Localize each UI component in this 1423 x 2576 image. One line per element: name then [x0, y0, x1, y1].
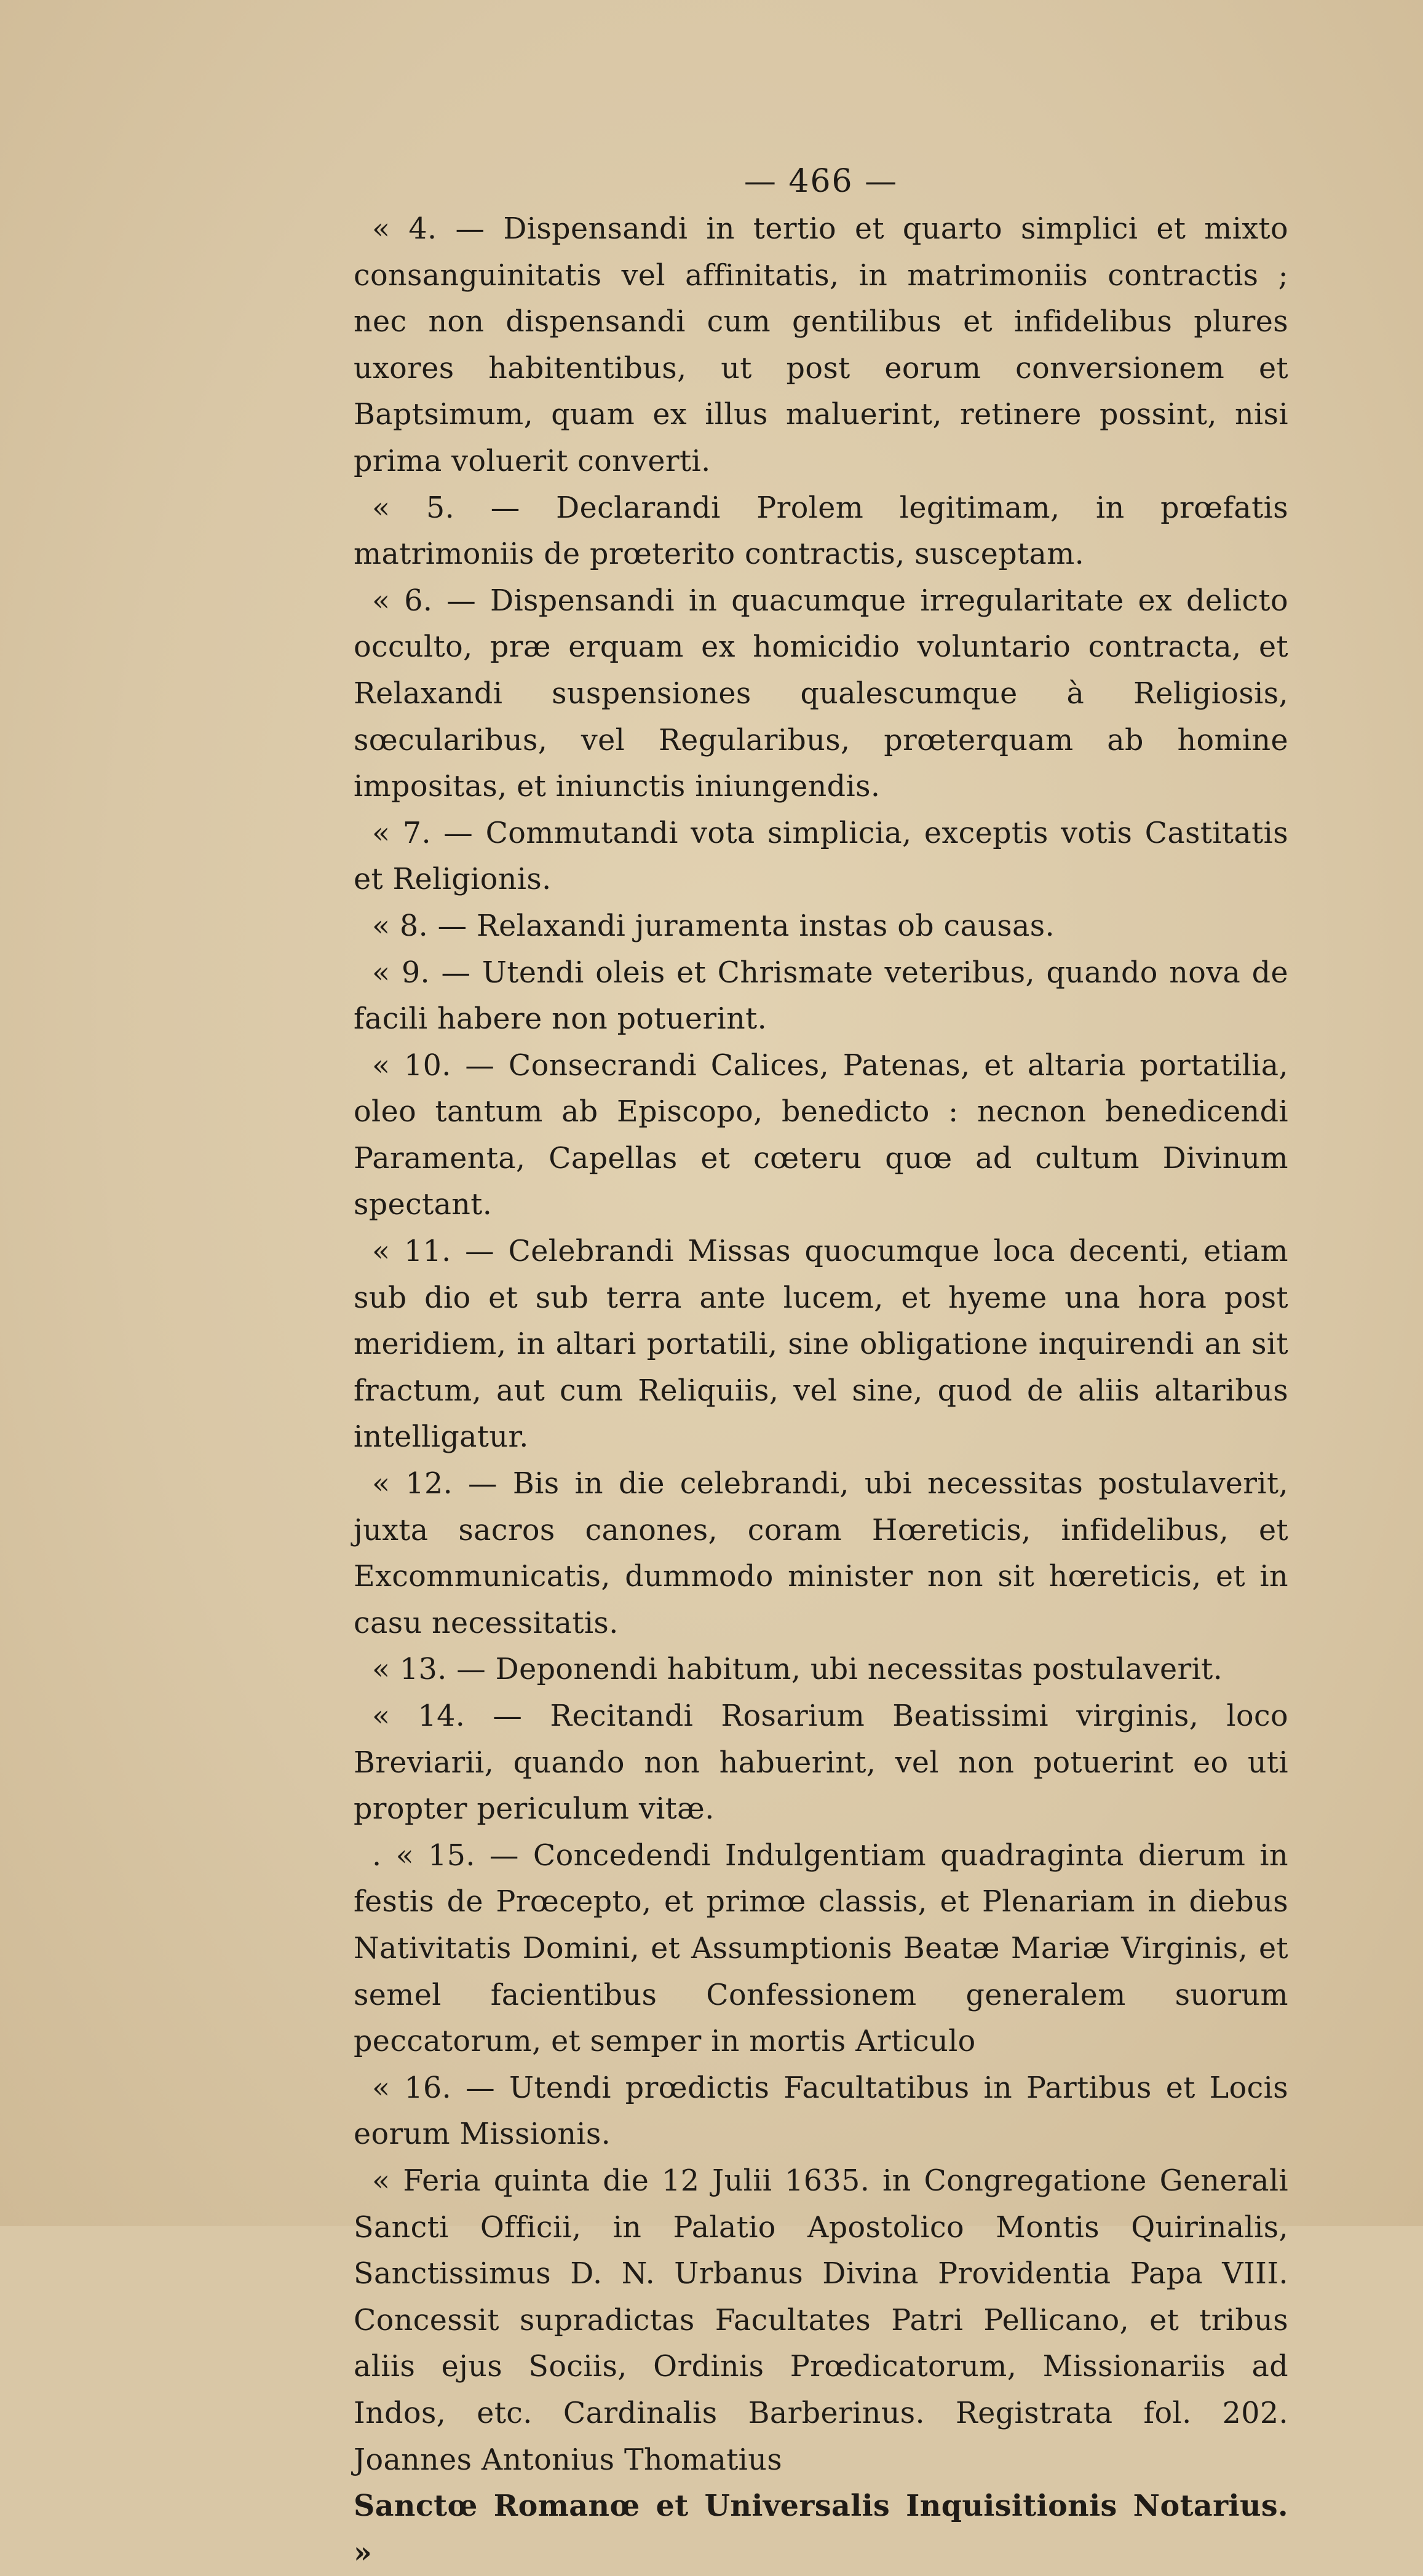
page-text-block	[354, 157, 1288, 2576]
page-number: — 466 —	[743, 163, 898, 200]
paragraph-item-5: « 5. — Declarandi Prolem legitimam, in prœfatis matrimoniis de prœterito contractis, susceptam.	[354, 491, 1288, 572]
paragraph-item-6: « 6. — Dispensandi in quacumque irregularitate ex delicto occulto, præ erquam ex homicidio voluntario contracta, et Relaxandi suspensiones qualescumque à Religiosis, sœcularibus, vel Regularibus, prœterquam ab homine impositas, et iniunctis iniungendis.	[354, 583, 1288, 804]
paragraph-item-8: « 8. — Relaxandi juramenta instas ob causas.	[372, 909, 1055, 943]
paragraph-item-7: « 7. — Commutandi vota simplicia, exceptis votis Castitatis et Religionis.	[354, 816, 1288, 897]
paragraph-item-11: « 11. — Celebrandi Missas quocumque loca decenti, etiam sub dio et sub terra ante lucem, et hyeme una hora post meridiem, in altari portatili, sine obligatione inquirendi an sit fractum, aut cum Reliquiis, vel sine, quod de aliis altaribus intelligatur.	[354, 1235, 1288, 1455]
paragraph-item-10: « 10. — Consecrandi Calices, Patenas, et altaria portatilia, oleo tantum ab Episcopo, benedicto : necnon benedicendi Paramenta, Capellas et cœteru quœ ad cultum Divinum spectant.	[354, 1048, 1288, 1222]
paragraph-item-15: . « 15. — Concedendi Indulgentiam quadraginta dierum in festis de Prœcepto, et primœ classis, et Plenariam in diebus Nativitatis Domini, et Assumptionis Beatæ Mariæ Virginis, et semel facientibus Confessionem generalem suorum peccatorum, et semper in mortis Articulo	[354, 1838, 1288, 2059]
paragraph-feria-decree: « Feria quinta die 12 Julii 1635. in Congregatione Generali Sancti Officii, in Palatio Apostolico Montis Quirinalis, Sanctissimus D. N. Urbanus Divina Providentia Papa VIII. Concessit supradictas Facultates Patri Pellicano, et tribus aliis ejus Sociis, Ordinis Prœdicatorum, Missionariis ad Indos, etc. Cardinalis Barberinus. Registrata fol. 202. Joannes Antonius Thomatius	[354, 2163, 1288, 2477]
paragraph-item-16: « 16. — Utendi prœdictis Facultatibus in Partibus et Locis eorum Missionis.	[354, 2071, 1288, 2152]
paragraph-item-9: « 9. — Utendi oleis et Chrismate veteribus, quando nova de facili habere non potuerint.	[354, 955, 1288, 1037]
paragraph-item-12: « 12. — Bis in die celebrandi, ubi necessitas postulaverit, juxta sacros canones, coram Hœreticis, infidelibus, et Excommunicatis, dummodo minister non sit hœreticis, et in casu necessitatis.	[354, 1467, 1288, 1640]
paragraph-item-14: « 14. — Recitandi Rosarium Beatissimi virginis, loco Breviarii, quando non habuerint, vel non potuerint eo uti propter periculum vitæ.	[354, 1699, 1288, 1827]
paragraph-item-13: « 13. — Deponendi habitum, ubi necessitas postulaverit.	[372, 1653, 1223, 1687]
paragraph-notarius-signature: Sanctœ Romanœ et Universalis Inquisitionis Notarius. »	[354, 2489, 1288, 2570]
paragraph-item-4: « 4. — Dispensandi in tertio et quarto simplici et mixto consanguinitatis vel affinitatis, in matrimoniis contractis ; nec non dispensandi cum gentilibus et infidelibus plures uxores habitentibus, ut post eorum conversionem et Baptsimum, quam ex illus maluerint, retinere possint, nisi prima voluerit converti.	[354, 212, 1288, 478]
